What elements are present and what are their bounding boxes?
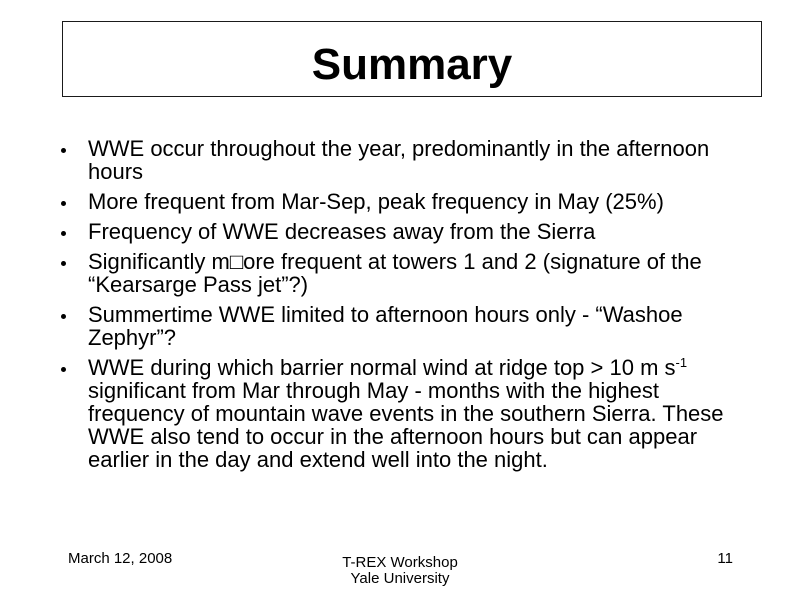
bullet-text: WWE occur throughout the year, predominantly in the afternoon hours [88,136,710,184]
footer-center [300,555,500,587]
bullet-icon [61,261,66,266]
unit-superscript: -1 [675,355,688,370]
footer-date: March 12, 2008 [68,550,173,567]
bullet-text: Significantly m□ore frequent at towers 1 and 2 (signature of the “Kearsarge Pass jet”?) [88,249,702,297]
bullet-text: WWE during which barrier normal wind at ridge top > 10 m s [88,355,676,380]
bullet-item [88,220,744,243]
bullet-icon [61,314,66,319]
bullet-item [88,356,744,471]
title-box [62,21,762,97]
slide-title: Summary [311,40,513,89]
footer-event: T-REX Workshop [342,554,458,571]
bullet-text: More frequent from Mar-Sep, peak frequency in May (25%) [88,189,664,214]
page-number: 11 [717,550,733,567]
bullet-text: Summertime WWE limited to afternoon hours only - “Washoe Zephyr”? [88,302,683,350]
bullet-icon [61,201,66,206]
bullet-item [88,137,744,183]
bullet-item [88,190,744,213]
bullet-item [88,250,744,296]
bullet-text: Frequency of WWE decreases away from the Sierra [88,219,596,244]
bullet-item [88,303,744,349]
bullet-icon [61,231,66,236]
bullet-icon [61,367,66,372]
bullet-text-continued: significant from Mar through May - months with the highest frequency of mountain wave events in the southern Sierra. These WWE also tend to occur in the afternoon hours but can appear earlier in the day and extend well into the night. [88,378,724,472]
footer-venue: Yale University [350,570,450,587]
bullet-icon [61,148,66,153]
bullet-list [88,137,744,478]
